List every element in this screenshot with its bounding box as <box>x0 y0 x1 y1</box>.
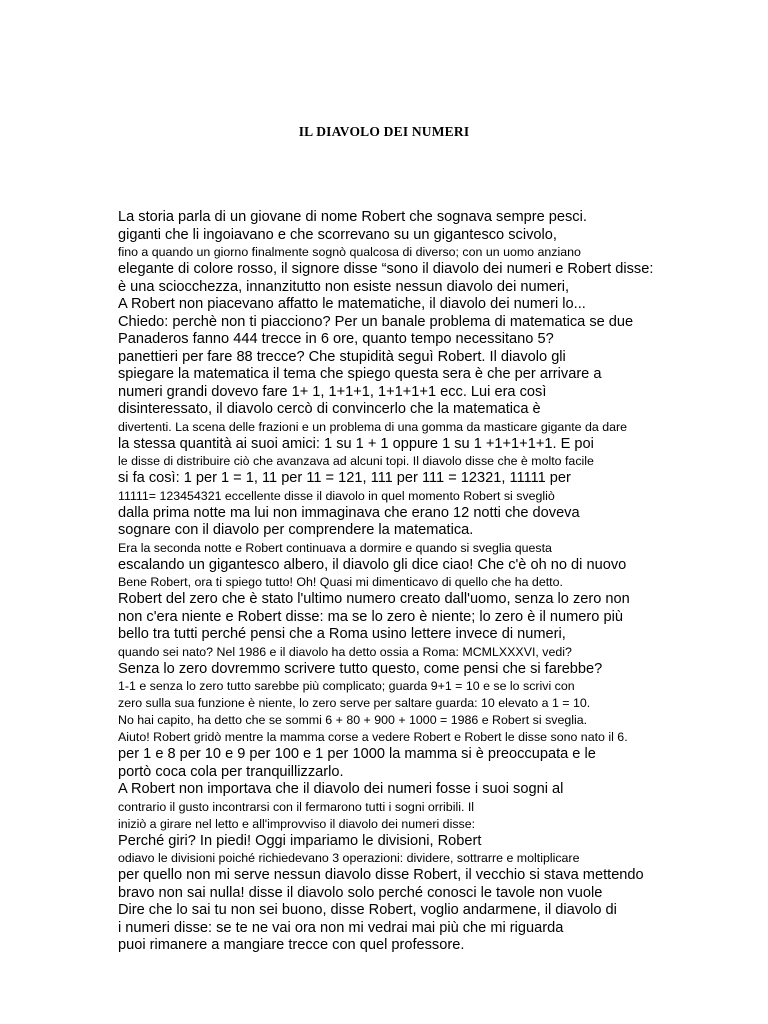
text-line: escalando un gigantesco albero, il diavolo gli dice ciao! Che c'è oh no di nuovo <box>118 556 627 573</box>
text-line: elegante di colore rosso, il signore disse “sono il diavolo dei numeri e Robert disse: <box>118 261 654 277</box>
text-line: sognare con il diavolo per comprendere la matematica. <box>118 522 474 538</box>
text-line: quando sei nato? Nel 1986 e il diavolo ha detto ossia a Roma: MCMLXXXVI, vedi? <box>118 644 572 659</box>
text-line: puoi rimanere a mangiare trecce con quel professore. <box>118 937 465 953</box>
text-line: panettieri per fare 88 trecce? Che stupidità seguì Robert. Il diavolo gli <box>118 348 566 365</box>
text-line: A Robert non piacevano affatto le matematiche, il diavolo dei numeri lo... <box>118 296 586 312</box>
text-line: Panaderos fanno 444 trecce in 6 ore, quanto tempo necessitano 5? <box>118 331 554 347</box>
text-line: iniziò a girare nel letto e all'improvviso il diavolo dei numeri disse: <box>118 816 476 831</box>
text-line: non c'era niente e Robert disse: ma se lo zero è niente; lo zero è il numero più <box>118 608 623 625</box>
text-line: Aiuto! Robert gridò mentre la mamma corse a vedere Robert e Robert le disse sono nato il 6. <box>118 730 628 744</box>
text-line: contrario il gusto incontrarsi con il fermarono tutti i sogni orribili. Il <box>118 799 475 814</box>
text-line: numeri grandi dovevo fare 1+ 1, 1+1+1, 1+1+1+1 ecc. Lui era così <box>118 383 547 400</box>
text-line: portò coca cola per tranquillizzarlo. <box>118 763 344 780</box>
text-line: fino a quando un giorno finalmente sognò qualcosa di diverso; con un uomo anziano <box>118 245 581 259</box>
text-line: Perché giri? In piedi! Oggi impariamo le divisioni, Robert <box>118 832 482 849</box>
text-line: odiavo le divisioni poiché richiedevano 3 operazioni: dividere, sottrarre e moltiplicare <box>118 851 580 865</box>
text-line: giganti che li ingoiavano e che scorrevano su un gigantesco scivolo, <box>118 226 557 243</box>
text-line: spiegare la matematica il tema che spiego questa sera è che per arrivare a <box>118 366 602 382</box>
text-line: Era la seconda notte e Robert continuava a dormire e quando si sveglia questa <box>118 540 552 555</box>
text-line: i numeri disse: se te ne vai ora non mi vedrai mai più che mi riguarda <box>118 919 564 936</box>
text-line: divertenti. La scena delle frazioni e un problema di una gomma da masticare gigante da dare <box>118 419 628 434</box>
text-line: le disse di distribuire ciò che avanzava ad alcuni topi. Il diavolo disse che è molto facile <box>118 454 594 468</box>
text-line: per quello non mi serve nessun diavolo disse Robert, il vecchio si stava mettendo <box>118 867 644 883</box>
document-body <box>118 209 698 955</box>
text-line: è una sciocchezza, innanzitutto non esiste nessun diavolo dei numeri, <box>118 278 570 295</box>
text-line: disinteressato, il diavolo cercò di convincerlo che la matematica è <box>118 401 541 417</box>
text-line: si fa così: 1 per 1 = 1, 11 per 11 = 121, 111 per 111 = 12321, 11111 per <box>118 470 571 486</box>
text-line: Chiedo: perchè non ti piacciono? Per un banale problema di matematica se due <box>118 313 634 330</box>
text-line: bravo non sai nulla! disse il diavolo solo perché conosci le tavole non vuole <box>118 884 603 901</box>
text-line: La storia parla di un giovane di nome Robert che sognava sempre pesci. <box>118 209 587 225</box>
text-line: A Robert non importava che il diavolo dei numeri fosse i suoi sogni al <box>118 781 564 797</box>
text-line: Bene Robert, ora ti spiego tutto! Oh! Quasi mi dimenticavo di quello che ha detto. <box>118 575 563 589</box>
text-line: per 1 e 8 per 10 e 9 per 100 e 1 per 1000 la mamma si è preoccupata e le <box>118 746 596 762</box>
text-line: Robert del zero che è stato l'ultimo numero creato dall'uomo, senza lo zero non <box>118 591 630 607</box>
text-line: Senza lo zero dovremmo scrivere tutto questo, come pensi che si farebbe? <box>118 660 603 677</box>
text-line: zero sulla sua funzione è niente, lo zero serve per saltare guarda: 10 elevato a 1 = 10. <box>118 696 591 710</box>
text-line: dalla prima notte ma lui non immaginava che erano 12 notti che doveva <box>118 504 580 521</box>
document-title: IL DIAVOLO DEI NUMERI <box>298 124 470 139</box>
text-line: Dire che lo sai tu non sei buono, disse Robert, voglio andarmene, il diavolo di <box>118 902 617 918</box>
text-line: No hai capito, ha detto che se sommi 6 + 80 + 900 + 1000 = 1986 e Robert si sveglia. <box>118 713 588 727</box>
text-line: bello tra tutti perché pensi che a Roma usino lettere invece di numeri, <box>118 626 566 642</box>
text-line: 1-1 e senza lo zero tutto sarebbe più complicato; guarda 9+1 = 10 e se lo scrivi con <box>118 679 575 693</box>
text-line: 11111= 123454321 eccellente disse il diavolo in quel momento Robert si svegliò <box>118 488 555 503</box>
text-line: la stessa quantità ai suoi amici: 1 su 1 + 1 oppure 1 su 1 +1+1+1+1. E poi <box>118 435 594 452</box>
